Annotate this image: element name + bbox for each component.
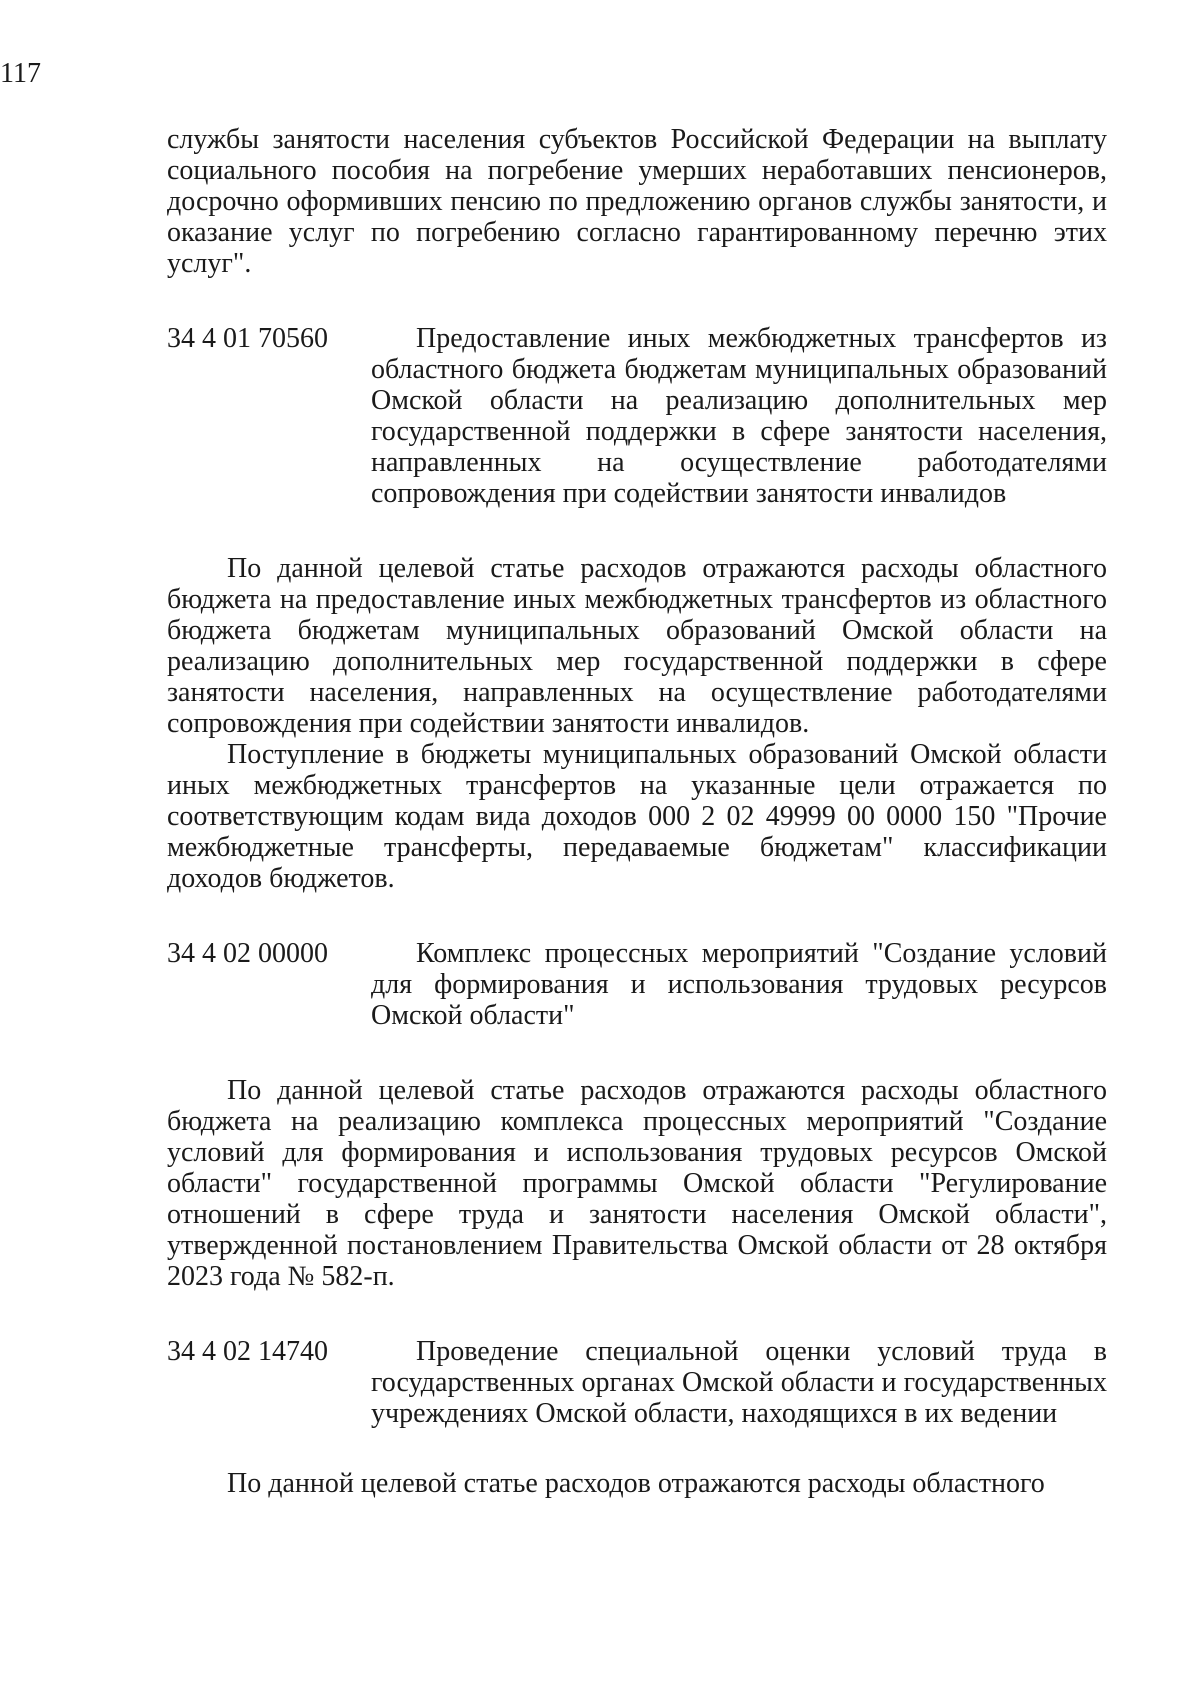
entry-code: 34 4 01 70560 bbox=[167, 323, 328, 354]
entry-title: Проведение специальной оценки условий труда в государственных органах Омской области и государственных учреждениях Омской области, находящихся в их ведении bbox=[371, 1336, 1107, 1429]
entry-title: Комплекс процессных мероприятий "Создание условий для формирования и использования трудовых ресурсов Омской области" bbox=[371, 938, 1107, 1031]
entry-code: 34 4 02 00000 bbox=[167, 938, 328, 969]
entry-code: 34 4 02 14740 bbox=[167, 1336, 328, 1367]
continuation-paragraph: службы занятости населения субъектов Российской Федерации на выплату социального пособия на погребение умерших неработавших пенсионеров, досрочно оформивших пенсию по предложению органов службы занятости, и оказание услуг по погребению согласно гарантированному перечню этих услуг". bbox=[167, 124, 1107, 279]
document-body bbox=[167, 124, 1107, 1499]
entry-description: По данной целевой статье расходов отражаются расходы областного бюджета на реализацию комплекса процессных мероприятий "Создание условий для формирования и использования трудовых ресурсов Омской области" государственной программы Омской области "Регулирование отношений в сфере труда и занятости населения Омской области", утвержденной постановлением Правительства Омской области от 28 октября 2023 года № 582-п. bbox=[167, 1075, 1107, 1292]
budget-entry-70560 bbox=[167, 323, 1107, 509]
page-number: 117 bbox=[0, 58, 41, 89]
budget-entry-14740 bbox=[167, 1336, 1107, 1429]
entry-description: Поступление в бюджеты муниципальных образований Омской области иных межбюджетных трансфертов на указанные цели отражается по соответствующим кодам вида доходов 000 2 02 49999 00 0000 150 "Прочие межбюджетные трансферты, передаваемые бюджетам" классификации доходов бюджетов. bbox=[167, 739, 1107, 894]
entry-description: По данной целевой статье расходов отражаются расходы областного bbox=[227, 1468, 1045, 1499]
entry-description: По данной целевой статье расходов отражаются расходы областного бюджета на предоставление иных межбюджетных трансфертов из областного бюджета бюджетам муниципальных образований Омской области на реализацию дополнительных мер государственной поддержки в сфере занятости населения, направленных на осуществление работодателями сопровождения при содействии занятости инвалидов. bbox=[167, 553, 1107, 739]
budget-entry-00000 bbox=[167, 938, 1107, 1031]
entry-title: Предоставление иных межбюджетных трансфертов из областного бюджета бюджетам муниципальных образований Омской области на реализацию дополнительных мер государственной поддержки в сфере занятости населения, направленных на осуществление работодателями сопровождения при содействии занятости инвалидов bbox=[371, 323, 1107, 509]
